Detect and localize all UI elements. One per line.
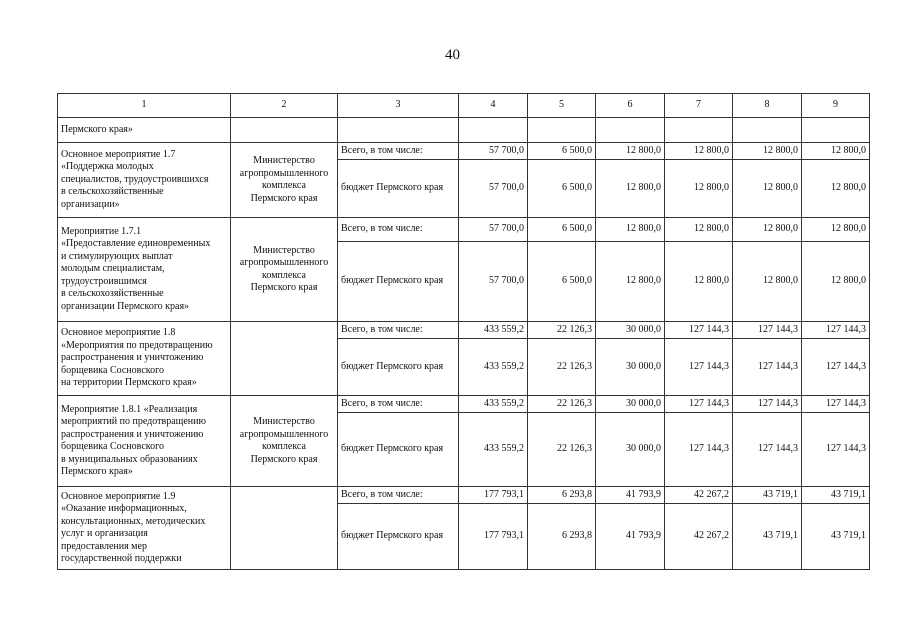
total-label: Всего, в том числе: bbox=[338, 143, 459, 160]
table-row-total bbox=[58, 218, 870, 242]
activity-name: Основное мероприятие 1.9 «Оказание информационных, консультационных, методических услуг и организация предоставления мер государственной поддержки bbox=[58, 487, 231, 570]
activity-name: Мероприятие 1.7.1 «Предоставление единовременных и стимулирующих выплат молодым специалистам, трудоустроившимся в сельскохозяйственные организации Пермского края» bbox=[58, 218, 231, 322]
value-cell: 12 800,0 bbox=[665, 160, 733, 218]
total-label: Всего, в том числе: bbox=[338, 322, 459, 339]
value-cell: 433 559,2 bbox=[459, 413, 528, 487]
executor: Министерство агропромышленного комплекса Пермского края bbox=[231, 143, 338, 218]
header-row bbox=[58, 94, 870, 118]
header-cell: 2 bbox=[231, 94, 338, 118]
value-cell: 177 793,1 bbox=[459, 504, 528, 570]
value-cell: 6 500,0 bbox=[528, 143, 596, 160]
executor bbox=[231, 487, 338, 570]
empty-cell bbox=[665, 118, 733, 143]
value-cell: 12 800,0 bbox=[665, 218, 733, 242]
header-cell: 9 bbox=[802, 94, 870, 118]
value-cell: 127 144,3 bbox=[802, 322, 870, 339]
value-cell: 6 293,8 bbox=[528, 504, 596, 570]
value-cell: 127 144,3 bbox=[733, 339, 802, 396]
executor: Министерство агропромышленного комплекса Пермского края bbox=[231, 218, 338, 322]
value-cell: 12 800,0 bbox=[802, 218, 870, 242]
value-cell: 12 800,0 bbox=[665, 143, 733, 160]
value-cell: 12 800,0 bbox=[733, 143, 802, 160]
continuation-cell: Пермского края» bbox=[58, 118, 231, 143]
value-cell: 12 800,0 bbox=[802, 160, 870, 218]
budget-label: бюджет Пермского края bbox=[338, 242, 459, 322]
table-row-total bbox=[58, 396, 870, 413]
value-cell: 22 126,3 bbox=[528, 413, 596, 487]
value-cell: 42 267,2 bbox=[665, 487, 733, 504]
empty-cell bbox=[338, 118, 459, 143]
value-cell: 41 793,9 bbox=[596, 487, 665, 504]
header-cell: 8 bbox=[733, 94, 802, 118]
total-label: Всего, в том числе: bbox=[338, 396, 459, 413]
value-cell: 57 700,0 bbox=[459, 143, 528, 160]
value-cell: 43 719,1 bbox=[802, 504, 870, 570]
value-cell: 30 000,0 bbox=[596, 413, 665, 487]
header-cell: 5 bbox=[528, 94, 596, 118]
empty-cell bbox=[231, 118, 338, 143]
value-cell: 12 800,0 bbox=[802, 242, 870, 322]
value-cell: 6 500,0 bbox=[528, 242, 596, 322]
empty-cell bbox=[528, 118, 596, 143]
value-cell: 42 267,2 bbox=[665, 504, 733, 570]
value-cell: 30 000,0 bbox=[596, 322, 665, 339]
value-cell: 41 793,9 bbox=[596, 504, 665, 570]
value-cell: 12 800,0 bbox=[733, 160, 802, 218]
value-cell: 43 719,1 bbox=[733, 504, 802, 570]
header-cell: 6 bbox=[596, 94, 665, 118]
total-label: Всего, в том числе: bbox=[338, 218, 459, 242]
value-cell: 57 700,0 bbox=[459, 242, 528, 322]
table-row-total bbox=[58, 322, 870, 339]
budget-table bbox=[57, 93, 870, 570]
value-cell: 433 559,2 bbox=[459, 396, 528, 413]
header-cell: 7 bbox=[665, 94, 733, 118]
empty-cell bbox=[733, 118, 802, 143]
value-cell: 127 144,3 bbox=[665, 396, 733, 413]
header-cell: 4 bbox=[459, 94, 528, 118]
value-cell: 22 126,3 bbox=[528, 339, 596, 396]
value-cell: 127 144,3 bbox=[802, 413, 870, 487]
value-cell: 30 000,0 bbox=[596, 396, 665, 413]
value-cell: 127 144,3 bbox=[665, 322, 733, 339]
activity-name: Мероприятие 1.8.1 «Реализация мероприятий по предотвращению распространения и уничтожению борщевика Сосновского в муниципальных образованиях Пермского края» bbox=[58, 396, 231, 487]
value-cell: 57 700,0 bbox=[459, 218, 528, 242]
value-cell: 12 800,0 bbox=[596, 160, 665, 218]
value-cell: 12 800,0 bbox=[596, 242, 665, 322]
value-cell: 6 500,0 bbox=[528, 218, 596, 242]
value-cell: 43 719,1 bbox=[802, 487, 870, 504]
header-cell: 1 bbox=[58, 94, 231, 118]
table-row-total bbox=[58, 487, 870, 504]
table-row-total bbox=[58, 143, 870, 160]
value-cell: 30 000,0 bbox=[596, 339, 665, 396]
empty-cell bbox=[459, 118, 528, 143]
value-cell: 177 793,1 bbox=[459, 487, 528, 504]
value-cell: 12 800,0 bbox=[665, 242, 733, 322]
value-cell: 433 559,2 bbox=[459, 339, 528, 396]
budget-label: бюджет Пермского края bbox=[338, 160, 459, 218]
value-cell: 12 800,0 bbox=[596, 218, 665, 242]
value-cell: 127 144,3 bbox=[665, 413, 733, 487]
header-cell: 3 bbox=[338, 94, 459, 118]
value-cell: 12 800,0 bbox=[596, 143, 665, 160]
value-cell: 6 500,0 bbox=[528, 160, 596, 218]
value-cell: 22 126,3 bbox=[528, 396, 596, 413]
activity-name: Основное мероприятие 1.8 «Мероприятия по предотвращению распространения и уничтожению борщевика Сосновского на территории Пермского края» bbox=[58, 322, 231, 396]
value-cell: 43 719,1 bbox=[733, 487, 802, 504]
budget-label: бюджет Пермского края bbox=[338, 339, 459, 396]
value-cell: 12 800,0 bbox=[733, 218, 802, 242]
value-cell: 127 144,3 bbox=[733, 396, 802, 413]
total-label: Всего, в том числе: bbox=[338, 487, 459, 504]
value-cell: 127 144,3 bbox=[665, 339, 733, 396]
value-cell: 12 800,0 bbox=[733, 242, 802, 322]
value-cell: 6 293,8 bbox=[528, 487, 596, 504]
activity-name: Основное мероприятие 1.7 «Поддержка молодых специалистов, трудоустроившихся в сельскохозяйственные организации» bbox=[58, 143, 231, 218]
page-number: 40 bbox=[445, 47, 460, 63]
empty-cell bbox=[802, 118, 870, 143]
empty-cell bbox=[596, 118, 665, 143]
value-cell: 127 144,3 bbox=[802, 396, 870, 413]
value-cell: 57 700,0 bbox=[459, 160, 528, 218]
executor bbox=[231, 322, 338, 396]
budget-label: бюджет Пермского края bbox=[338, 504, 459, 570]
value-cell: 127 144,3 bbox=[733, 322, 802, 339]
value-cell: 22 126,3 bbox=[528, 322, 596, 339]
value-cell: 12 800,0 bbox=[802, 143, 870, 160]
executor: Министерство агропромышленного комплекса Пермского края bbox=[231, 396, 338, 487]
value-cell: 127 144,3 bbox=[802, 339, 870, 396]
budget-label: бюджет Пермского края bbox=[338, 413, 459, 487]
continuation-row bbox=[58, 118, 870, 143]
value-cell: 433 559,2 bbox=[459, 322, 528, 339]
value-cell: 127 144,3 bbox=[733, 413, 802, 487]
